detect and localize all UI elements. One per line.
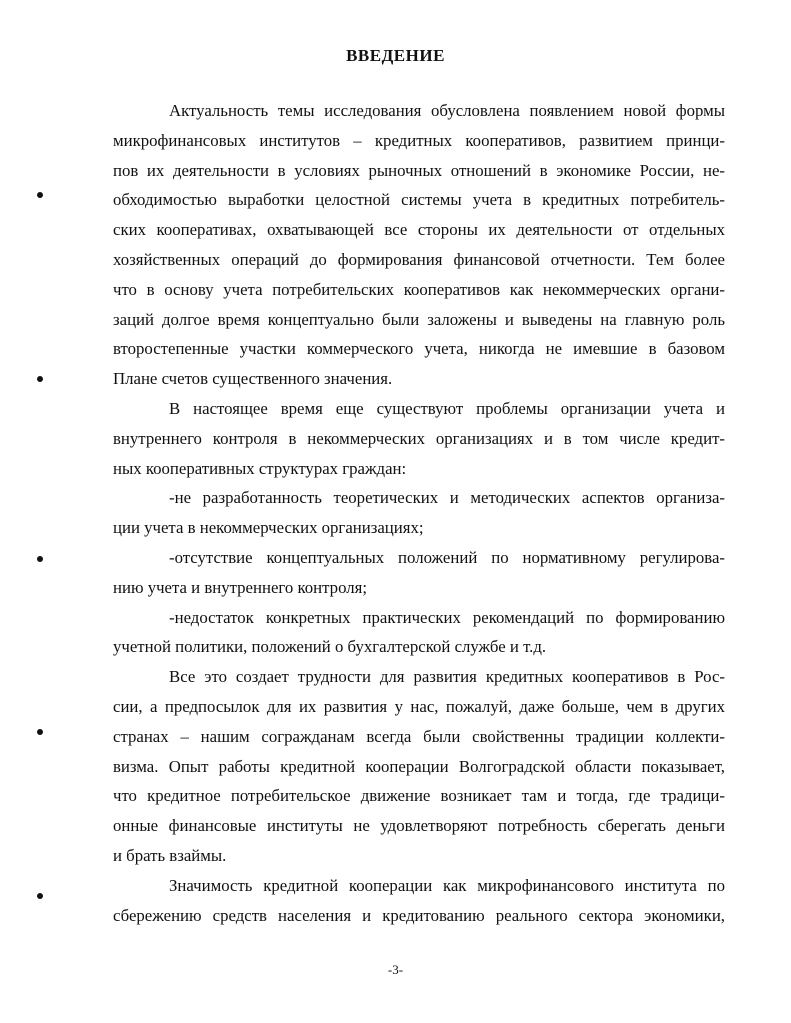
text-line: микрофинансовых институтов – кредитных кооперативов, развитием принци- (113, 130, 725, 150)
text-line: Значимость кредитной кооперации как микрофинансового института по (169, 875, 725, 895)
text-line: заций долгое время концептуально были заложены и выведены на главную роль (113, 309, 725, 329)
scan-binding-hole (37, 192, 43, 198)
text-line: сбережению средств населения и кредитованию реального сектора экономики, (113, 905, 725, 925)
text-line: ских кооперативах, охватывающей все стороны их деятельности от отдельных (113, 220, 725, 240)
scan-binding-hole (37, 729, 43, 735)
scan-binding-hole (37, 556, 43, 562)
list-item-line: -отсутствие концептуальных положений по нормативному регулирова- (169, 547, 725, 567)
scan-binding-hole (37, 893, 43, 899)
list-item-line: учетной политики, положений о бухгалтерской службе и т.д. (113, 637, 547, 657)
scan-binding-hole (37, 376, 43, 382)
text-line: Все это создает трудности для развития кредитных кооперативов в Рос- (169, 667, 725, 687)
text-line: хозяйственных операций до формирования финансовой отчетности. Тем более (113, 249, 725, 269)
list-item-line: нию учета и внутреннего контроля; (113, 577, 367, 597)
text-line: ных кооперативных структурах граждан: (113, 458, 407, 478)
list-item-line: -недостаток конкретных практических рекомендаций по формированию (169, 607, 725, 627)
page-number: -3- (387, 962, 404, 977)
text-line: пов их деятельности в условиях рыночных отношений в экономике России, не- (113, 160, 725, 180)
text-line: визма. Опыт работы кредитной кооперации Волгоградской области показывает, (113, 756, 725, 776)
text-line: и брать взаймы. (113, 845, 227, 865)
body-text (113, 96, 725, 930)
text-line: сии, а предпосылок для их развития у нас, пожалуй, даже больше, чем в других (113, 696, 725, 716)
text-line: В настоящее время еще существуют проблемы организации учета и (169, 398, 725, 418)
text-line: внутреннего контроля в некоммерческих организациях и в том числе кредит- (113, 428, 725, 448)
text-line: что кредитное потребительское движение возникает там и тогда, где традици- (113, 786, 725, 806)
list-item-line: -не разработанность теоретических и методических аспектов организа- (169, 488, 725, 508)
text-line: Актуальность темы исследования обусловлена появлением новой формы (169, 101, 725, 120)
page-title: ВВЕДЕНИЕ (346, 46, 445, 65)
text-line: обходимостью выработки целостной системы учета в кредитных потребитель- (113, 190, 725, 210)
text-line: второстепенные участки коммерческого учета, никогда не имевшие в базовом (113, 339, 725, 359)
text-line: Плане счетов существенного значения. (113, 369, 393, 389)
text-line: онные финансовые институты не удовлетворяют потребность сберегать деньги (113, 816, 725, 836)
text-line: что в основу учета потребительских кооперативов как некоммерческих органи- (113, 279, 725, 299)
list-item-line: ции учета в некоммерческих организациях; (113, 518, 424, 538)
text-line: странах – нашим согражданам всегда были свойственны традиции коллекти- (113, 726, 725, 746)
